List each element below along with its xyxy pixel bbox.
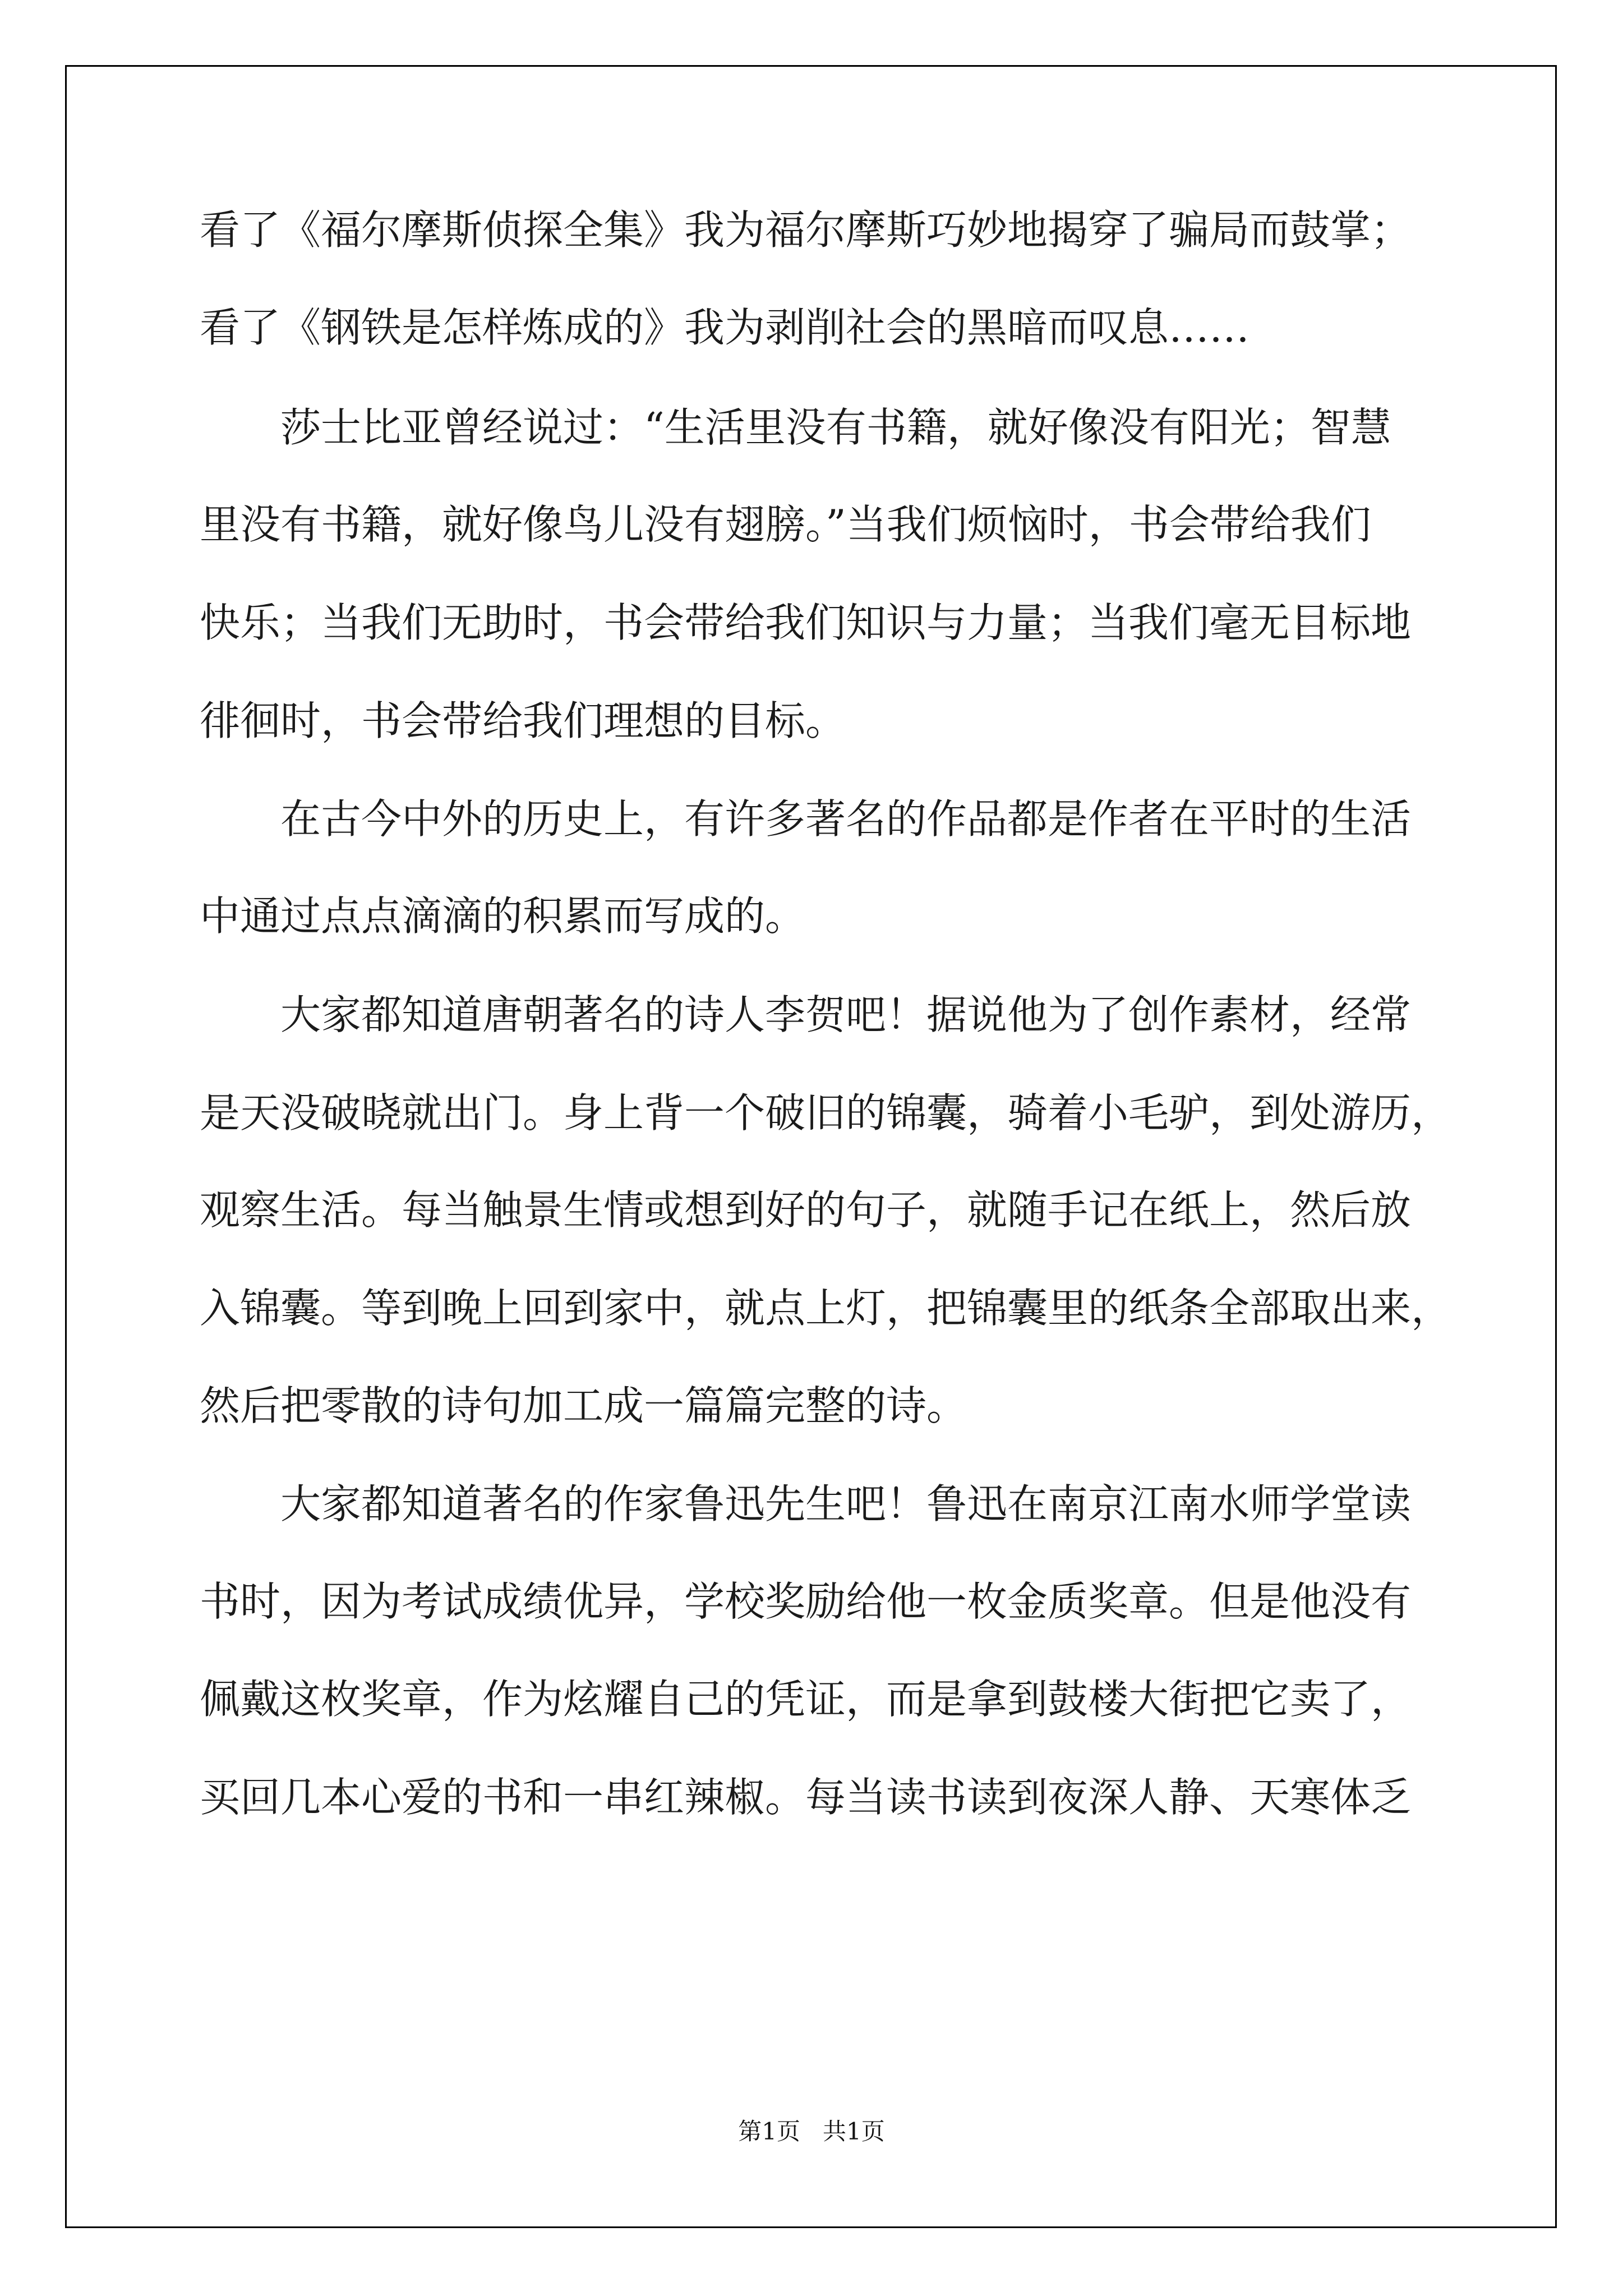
text-line: 看了《福尔摩斯侦探全集》我为福尔摩斯巧妙地揭穿了骗局而鼓掌； bbox=[200, 206, 1412, 254]
text-line: 是天没破晓就出门。身上背一个破旧的锦囊，骑着小毛驴，到处游历， bbox=[200, 1089, 1452, 1137]
paragraph-first-line: 在古今中外的历史上，有许多著名的作品都是作者在平时的生活 bbox=[280, 795, 1412, 843]
text-line: 快乐；当我们无助时，书会带给我们知识与力量；当我们毫无目标地 bbox=[200, 599, 1412, 646]
text-line: 佩戴这枚奖章，作为炫耀自己的凭证，而是拿到鼓楼大街把它卖了， bbox=[200, 1676, 1412, 1723]
text-line: 书时，因为考试成绩优异，学校奖励给他一枚金质奖章。但是他没有 bbox=[200, 1578, 1412, 1625]
paragraph-first-line: 大家都知道唐朝著名的诗人李贺吧！据说他为了创作素材，经常 bbox=[280, 991, 1412, 1038]
page-number-current: 第1页 bbox=[738, 2118, 800, 2145]
text-line: 然后把零散的诗句加工成一篇篇完整的诗。 bbox=[200, 1382, 967, 1429]
text-line: 观察生活。每当触景生情或想到好的句子，就随手记在纸上，然后放 bbox=[200, 1186, 1412, 1234]
text-line: 入锦囊。等到晚上回到家中，就点上灯，把锦囊里的纸条全部取出来， bbox=[200, 1285, 1452, 1332]
text-line: 徘徊时，书会带给我们理想的目标。 bbox=[200, 697, 846, 744]
page-number-total: 共1页 bbox=[823, 2118, 885, 2145]
page-border bbox=[65, 65, 1557, 2228]
page-footer bbox=[0, 2115, 1623, 2148]
paragraph-first-line: 大家都知道著名的作家鲁迅先生吧！鲁迅在南京江南水师学堂读 bbox=[280, 1480, 1412, 1527]
text-line: 买回几本心爱的书和一串红辣椒。每当读书读到夜深人静、天寒体乏 bbox=[200, 1774, 1412, 1821]
text-line: 里没有书籍，就好像鸟儿没有翅膀。”当我们烦恼时，书会带给我们 bbox=[200, 501, 1371, 548]
text-line: 看了《钢铁是怎样炼成的》我为剥削社会的黑暗而叹息…… bbox=[200, 304, 1250, 351]
text-line: 中通过点点滴滴的积累而写成的。 bbox=[200, 892, 806, 940]
paragraph-first-line: 莎士比亚曾经说过：“生活里没有书籍，就好像没有阳光；智慧 bbox=[280, 404, 1391, 451]
